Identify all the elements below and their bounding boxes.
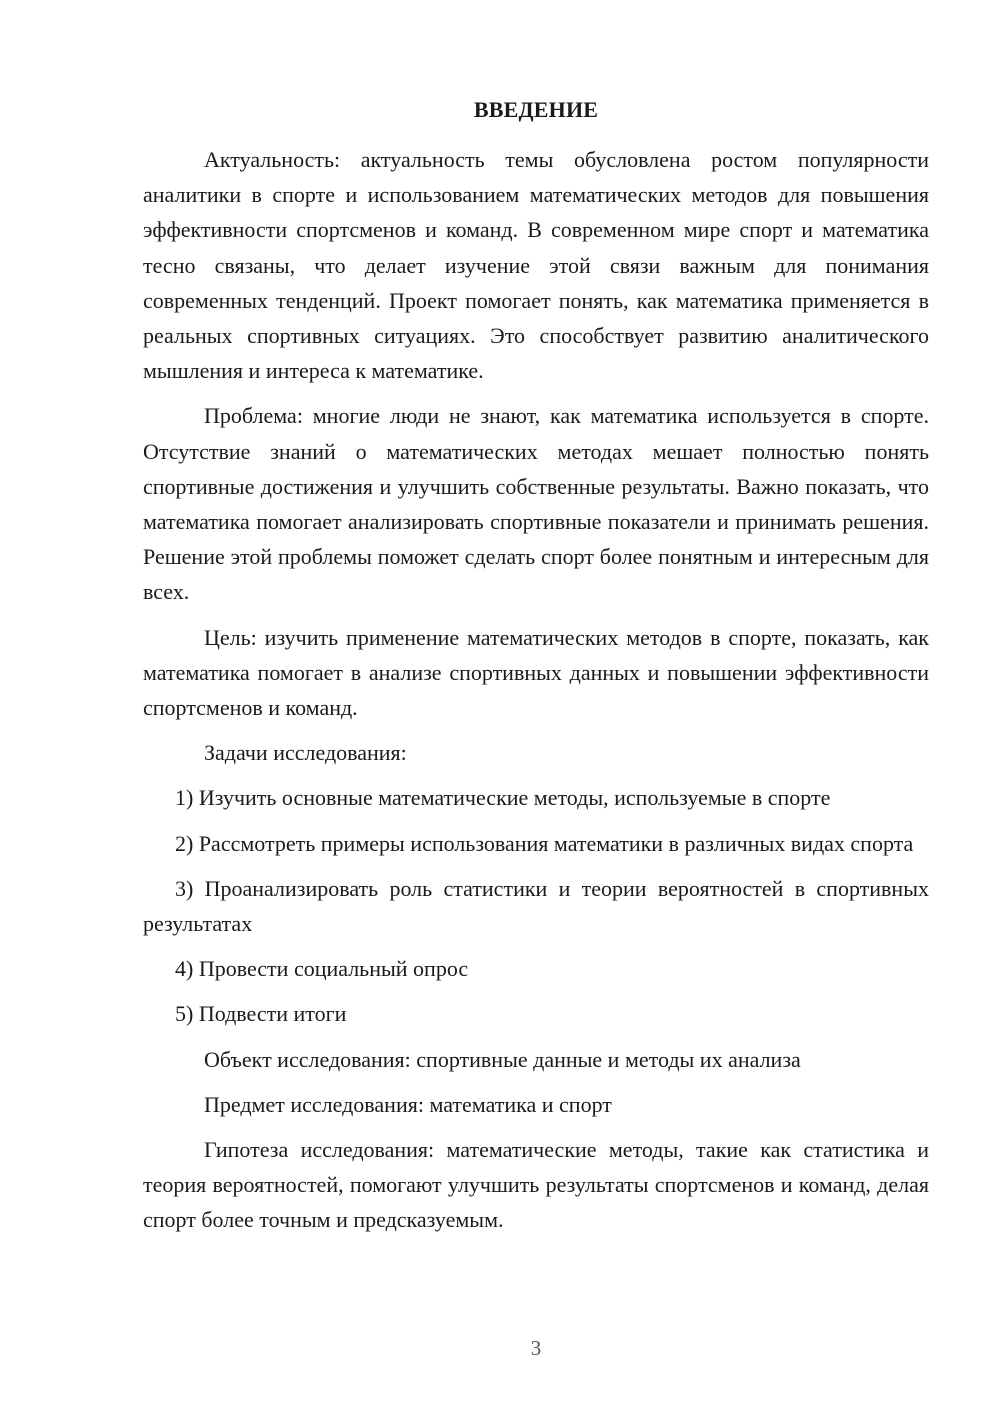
page-content xyxy=(143,95,929,1248)
relevance-paragraph: Актуальность: актуальность темы обусловлена ростом популярности аналитики в спорте и использованием математических методов для повышения эффективности спортсменов и команд. В современном мире спорт и математика тесно связаны, что делает изучение этой связи важным для понимания современных тенденций. Проект помогает понять, как математика применяется в реальных спортивных ситуациях. Это способствует развитию аналитического мышления и интереса к математике. xyxy=(143,147,929,384)
goal-paragraph: Цель: изучить применение математических методов в спорте, показать, как математика помогает в анализе спортивных данных и повышении эффективности спортсменов и команд. xyxy=(143,624,929,721)
task-item: 3) Проанализировать роль статистики и теории вероятностей в спортивных результатах xyxy=(143,875,929,937)
tasks-heading: Задачи исследования: xyxy=(204,740,407,766)
task-item: 4) Провести социальный опрос xyxy=(175,956,469,982)
problem-paragraph: Проблема: многие люди не знают, как математика используется в спорте. Отсутствие знаний о математических методах мешает полностью понять спортивные достижения и улучшить собственные результаты. Важно показать, что математика помогает анализировать спортивные показатели и принимать решения. Решение этой проблемы поможет сделать спорт более понятным и интересным для всех. xyxy=(143,403,929,605)
task-item: 2) Рассмотреть примеры использования математики в различных видах спорта xyxy=(175,830,914,856)
hypothesis-paragraph: Гипотеза исследования: математические методы, такие как статистика и теория вероятностей, помогают улучшить результаты спортсменов и команд, делая спорт более точным и предсказуемым. xyxy=(143,1137,929,1233)
task-item: 5) Подвести итоги xyxy=(175,1001,347,1027)
subject-paragraph: Предмет исследования: математика и спорт xyxy=(204,1091,612,1117)
page-number: 3 xyxy=(530,1336,542,1360)
task-item: 1) Изучить основные математические методы, используемые в спорте xyxy=(175,785,831,811)
section-title: ВВЕДЕНИЕ xyxy=(473,97,599,122)
object-paragraph: Объект исследования: спортивные данные и методы их анализа xyxy=(204,1046,801,1072)
